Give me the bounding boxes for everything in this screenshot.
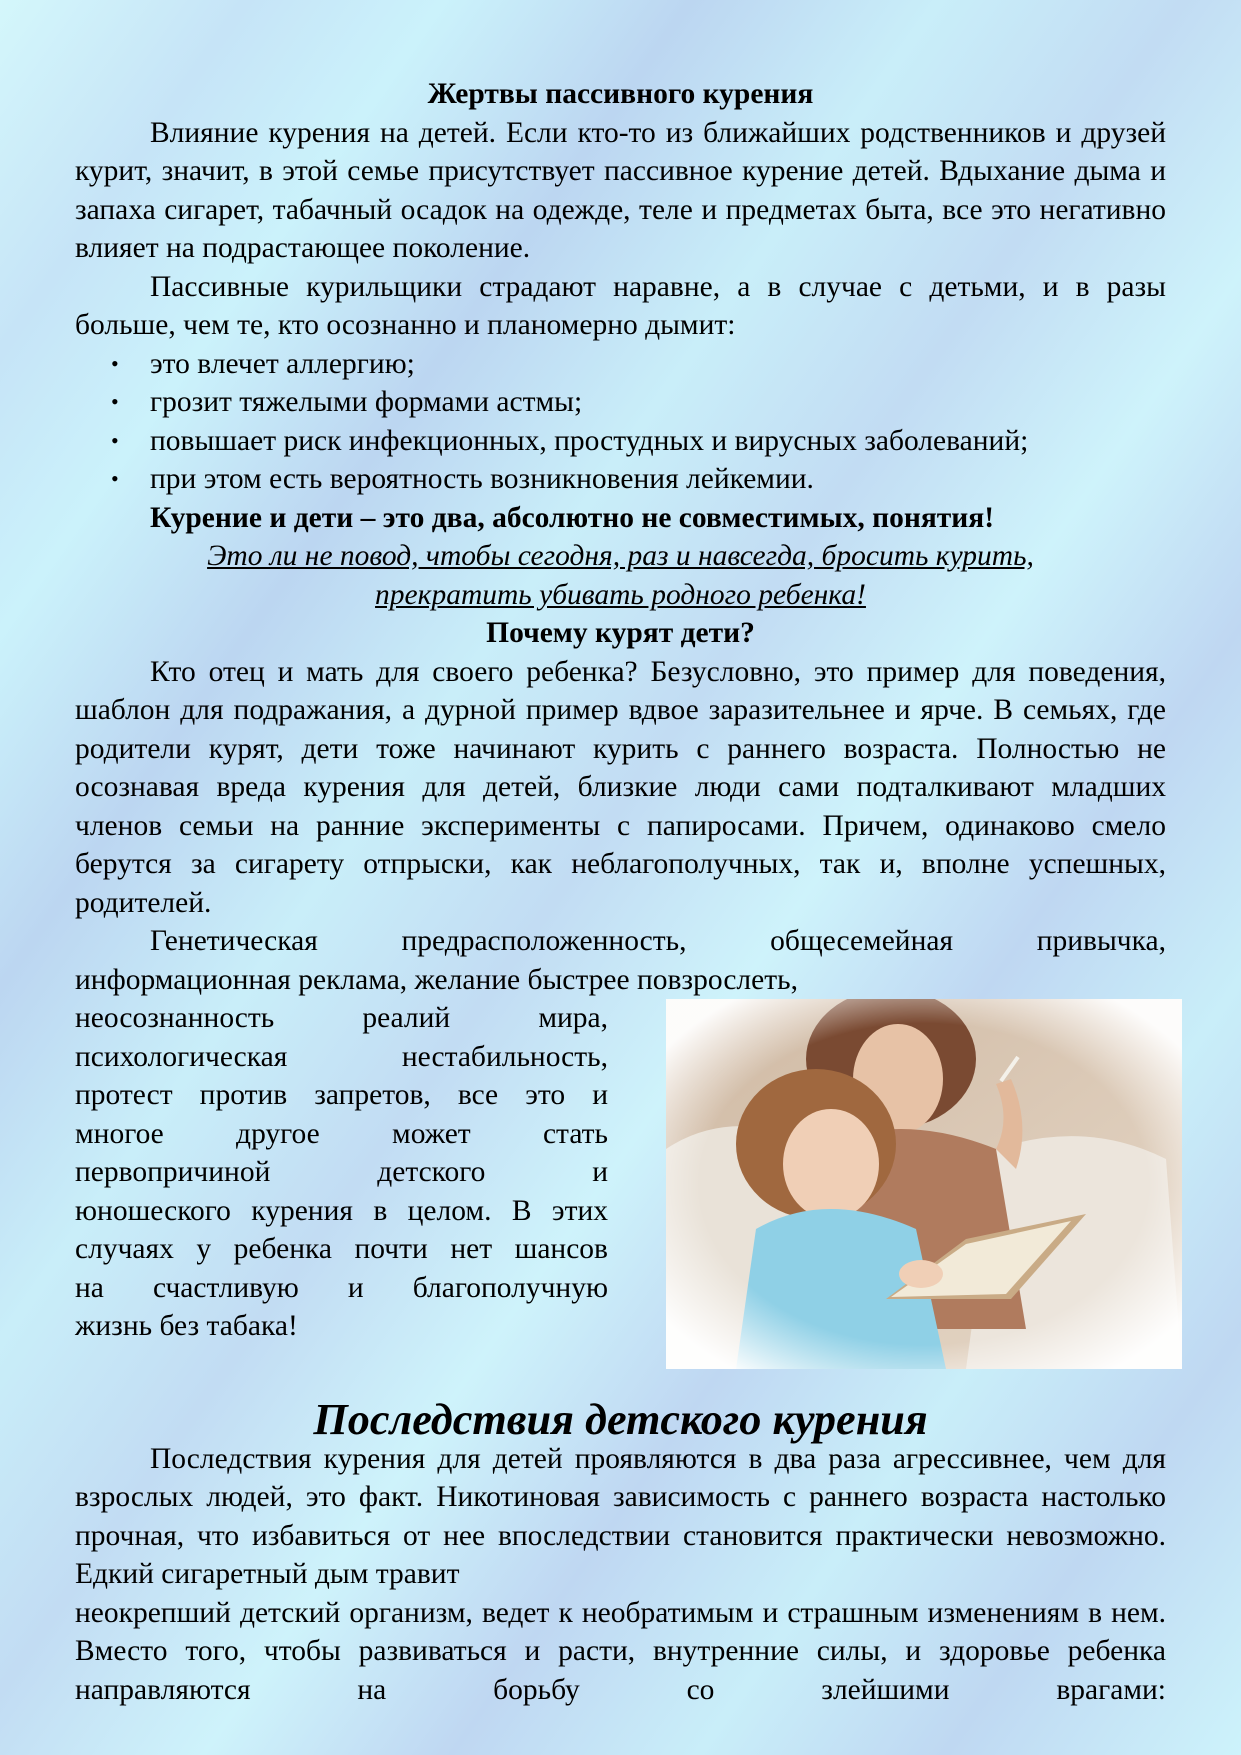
- narrow-text-line: жизнь без табака!: [75, 1310, 298, 1342]
- bold-statement: Курение и дети – это два, абсолютно не совместимых, понятия!: [150, 501, 995, 534]
- heading-consequences: Последствия детского курения: [313, 1395, 928, 1444]
- photo-mother-smoking-girl-reading: [666, 999, 1182, 1369]
- narrow-text-line: неосознанность реалий мира,: [75, 1002, 608, 1034]
- risk-list-item: • при этом есть вероятность возникновения лейкемии.: [75, 460, 1166, 499]
- narrow-text-line: юношеского курения в целом. В этих: [75, 1194, 608, 1227]
- paragraph-organism: неокрепший детский организм, ведет к необратимым и страшным изменениям в нем. Вместо того, чтобы развиваться и расти, внутренние силы, и здоровье ребенка направляются на борьбу со злейшими врагами:: [75, 1596, 1166, 1706]
- narrow-text-line: случаях у ребенка почти нет шансов: [75, 1233, 608, 1265]
- paragraph-consequences: Последствия курения для детей проявляются в два раза агрессивнее, чем для взрослых людей, это факт. Никотиновая зависимость с раннего возраста настолько прочная, что избавиться от нее впоследствии становится практически невозможно. Едкий сигаретный дым травит: [75, 1442, 1166, 1590]
- document-page: [75, 75, 1166, 1709]
- risk-list: [75, 345, 1166, 499]
- risk-list-item: • это влечет аллергию;: [75, 345, 1166, 384]
- narrow-text-line: многое другое может стать: [75, 1117, 608, 1150]
- spacer: [75, 1369, 1166, 1401]
- narrow-text-column: [75, 999, 608, 1346]
- narrow-text-line: протест против запретов, все это и: [75, 1079, 608, 1111]
- callout-line-2: прекратить убивать родного ребенка!: [375, 578, 866, 611]
- paragraph-passive-smokers: Пассивные курильщики страдают наравне, а в случае с детьми, и в разы больше, чем те, кто осознанно и планомерно дымит:: [75, 270, 1166, 341]
- photo-frame: [666, 999, 1182, 1369]
- narrow-text-line: на счастливую и благополучную: [75, 1271, 608, 1304]
- paragraph-parents-example: Кто отец и мать для своего ребенка? Безусловно, это пример для поведения, шаблон для подражания, а дурной пример вдвое заразительнее и ярче. В семьях, где родители курят, дети тоже начинают курить с раннего возраста. Полностью не осознавая вреда курения для детей, близкие люди сами подталкивают младших членов семьи на ранние эксперименты с папиросами. Причем, одинаково смело берутся за сигарету отпрыски, как неблагополучных, так и, вполне успешных, родителей.: [75, 655, 1166, 919]
- risk-list-item: • повышает риск инфекционных, простудных и вирусных заболеваний;: [75, 422, 1166, 461]
- callout-line-1: Это ли не повод, чтобы сегодня, раз и навсегда, бросить курить,: [207, 540, 1034, 572]
- figure-block: [75, 999, 1166, 1401]
- heading-passive-smoking-victims: Жертвы пассивного курения: [427, 78, 814, 110]
- heading-why-children-smoke: Почему курят дети?: [486, 617, 755, 649]
- risk-list-item: • грозит тяжелыми формами астмы;: [75, 383, 1166, 422]
- paragraph-genetic-line-1: Генетическая предрасположенность, общесемейная привычка,: [150, 925, 1166, 957]
- narrow-text-line: психологическая нестабильность,: [75, 1040, 608, 1073]
- narrow-text-line: первопричиной детского и: [75, 1156, 608, 1188]
- paragraph-genetic-line-2: информационная реклама, желание быстрее повзрослеть,: [75, 963, 798, 996]
- paragraph-influence: Влияние курения на детей. Если кто-то из ближайших родственников и друзей курит, значит, в этой семье присутствует пассивное курение детей. Вдыхание дыма и запаха сигарет, табачный осадок на одежде, теле и предметах быта, все это негативно влияет на подрастающее поколение.: [75, 116, 1166, 264]
